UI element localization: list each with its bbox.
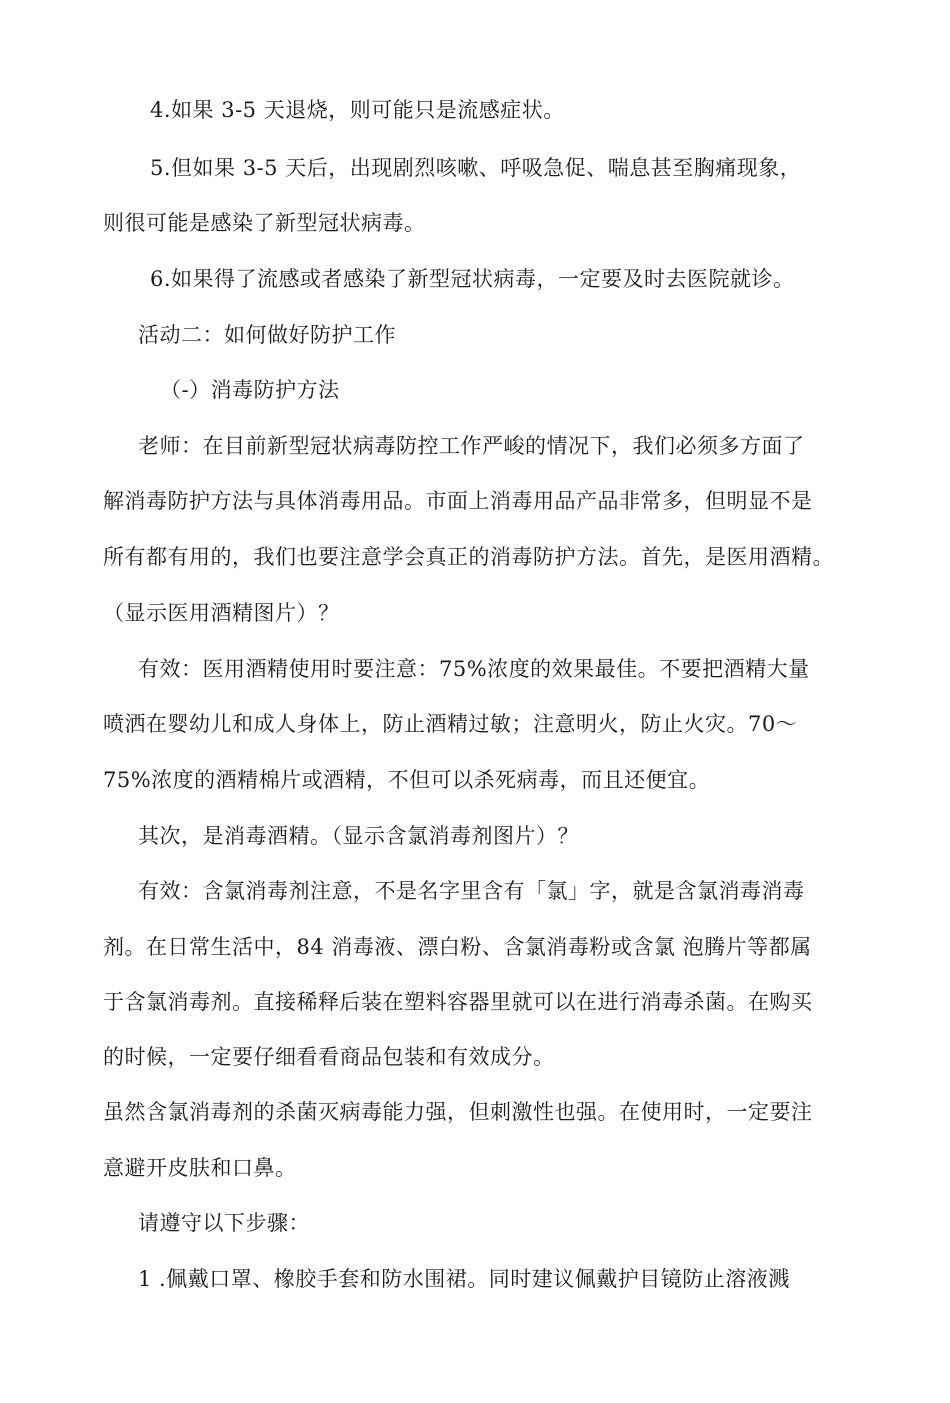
paragraph-alcohol-line-2: 喷洒在婴幼儿和成人身体上，防止酒精过敏；注意明火，防止火灾。70〜 — [103, 712, 798, 736]
paragraph-secondly: 其次，是消毒酒精。（显示含氯消毒剂图片）？ — [138, 824, 579, 848]
paragraph-caution-line-2: 意避开皮肤和口鼻。 — [103, 1156, 297, 1180]
text-line-symptom-6: 6.如果得了流感或者感染了新型冠状病毒，一定要及时去医院就诊。 — [150, 267, 795, 291]
list-item-step-1: 1 .佩戴口罩、橡胶手套和防水围裙。同时建议佩戴护目镜防止溶液溅 — [138, 1267, 790, 1291]
paragraph-chlorine-line-1: 有效：含氯消毒剂注意，不是名字里含有「氯」字，就是含氯消毒消毒 — [138, 879, 805, 903]
paragraph-teacher-line-2: 解消毒防护方法与具体消毒用品。市面上消毒用品产品非常多，但明显不是 — [103, 489, 813, 513]
text-line-symptom-5: 5.但如果 3-5 天后，出现剧烈咳嗽、呼吸急促、喘息甚至胸痛现象， — [150, 156, 802, 180]
paragraph-chlorine-line-4: 的时候，一定要仔细看看商品包装和有效成分。 — [103, 1045, 555, 1069]
text-line-symptom-4: 4.如果 3-5 天退烧，则可能只是流感症状。 — [150, 98, 565, 122]
paragraph-alcohol-line-3: 75%浓度的酒精棉片或酒精，不但可以杀死病毒，而且还便宜。 — [103, 768, 711, 792]
section-heading-activity-2: 活动二：如何做好防护工作 — [138, 323, 396, 347]
subsection-heading-disinfection: （-）消毒防护方法 — [160, 378, 340, 402]
paragraph-teacher-line-4: （显示医用酒精图片）？ — [103, 601, 340, 625]
paragraph-steps-intro: 请遵守以下步骤： — [138, 1211, 310, 1235]
text-line-symptom-5-cont: 则很可能是感染了新型冠状病毒。 — [103, 211, 426, 235]
paragraph-chlorine-line-2: 剂。在日常生活中，84 消毒液、漂白粉、含氯消毒粉或含氯 泡腾片等都属 — [103, 935, 812, 959]
paragraph-caution-line-1: 虽然含氯消毒剂的杀菌灭病毒能力强，但刺激性也强。在使用时，一定要注 — [103, 1100, 813, 1124]
paragraph-chlorine-line-3: 于含氯消毒剂。直接稀释后装在塑料容器里就可以在进行消毒杀菌。在购买 — [103, 990, 813, 1014]
paragraph-alcohol-line-1: 有效：医用酒精使用时要注意：75%浓度的效果最佳。不要把酒精大量 — [138, 657, 810, 681]
paragraph-teacher-line-1: 老师：在目前新型冠状病毒防控工作严峻的情况下，我们必须多方面了 — [138, 434, 805, 458]
paragraph-teacher-line-3: 所有都有用的，我们也要注意学会真正的消毒防护方法。首先，是医用酒精。 — [103, 545, 834, 569]
